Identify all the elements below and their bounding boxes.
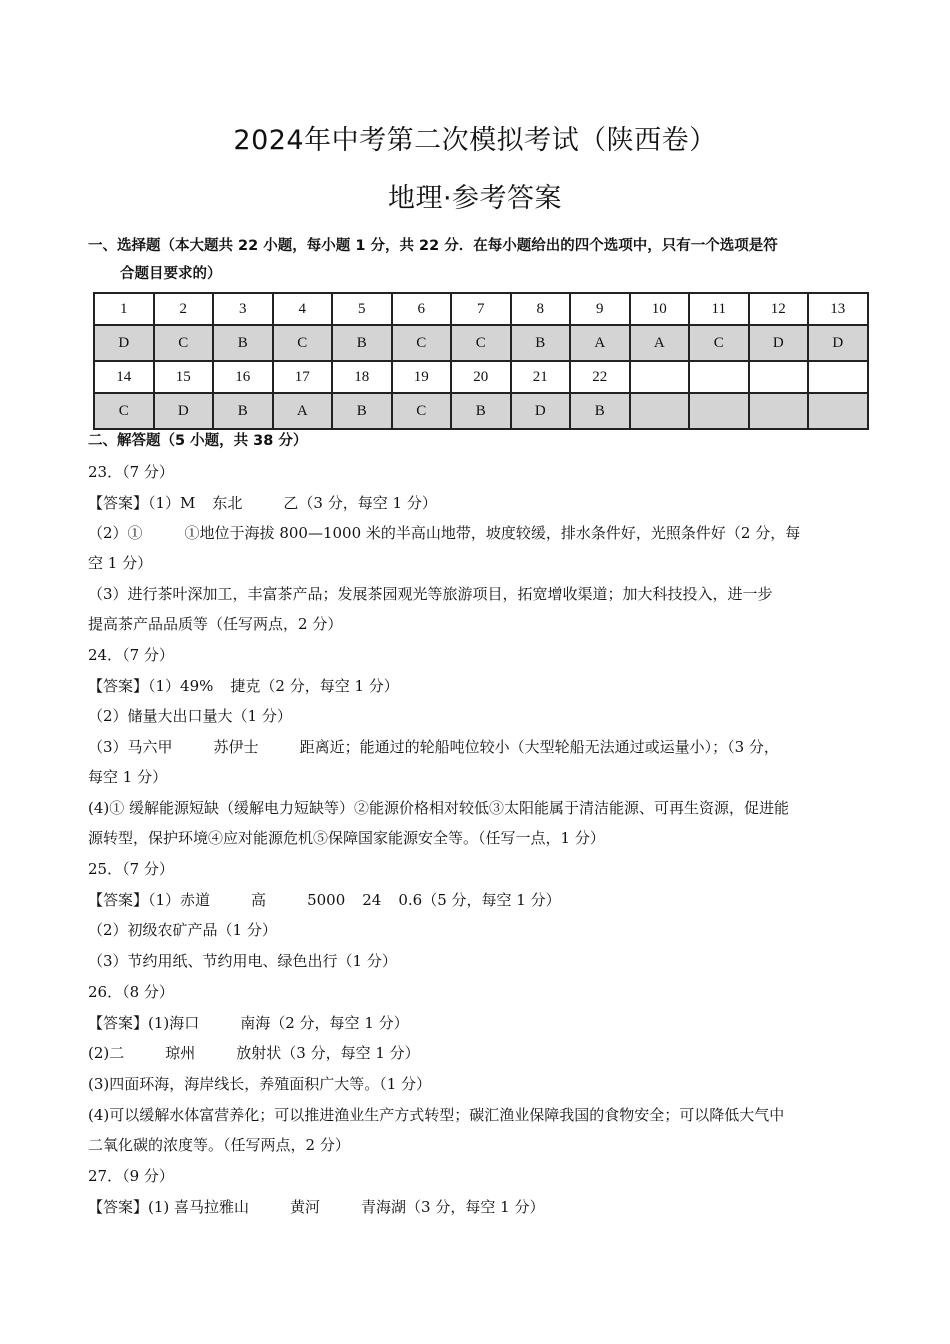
answer-cell: B bbox=[570, 393, 630, 429]
question-number-row bbox=[94, 293, 868, 325]
q25-answer-2: （2）初级农矿产品（1 分） bbox=[88, 921, 277, 939]
answer-cell: C bbox=[451, 325, 511, 361]
answer-cell bbox=[689, 393, 749, 429]
answer-cell: D bbox=[808, 325, 868, 361]
q26-answer-3: (3)四面环海，海岸线长，养殖面积广大等。（1 分） bbox=[88, 1075, 432, 1093]
question-number-cell: 19 bbox=[392, 361, 452, 393]
question-number-cell: 4 bbox=[273, 293, 333, 325]
answer-table bbox=[93, 292, 869, 430]
q26-heading: 26．（8 分） bbox=[88, 983, 174, 1001]
q25-a1-v1: 高 bbox=[251, 891, 267, 909]
answer-cell: C bbox=[94, 393, 154, 429]
answer-cell bbox=[808, 393, 868, 429]
q23-answer-3-cont: 提高茶产品品质等（任写两点，2 分） bbox=[88, 615, 343, 633]
section1-heading-line2: 合题目要求的） bbox=[120, 266, 222, 282]
q26-answer-4-cont: 二氧化碳的浓度等。（任写两点，2 分） bbox=[88, 1136, 350, 1154]
q24-a1-label: 【答案】（1）49% bbox=[88, 677, 214, 695]
answer-cell: C bbox=[273, 325, 333, 361]
question-number-cell: 21 bbox=[511, 361, 571, 393]
q24-a3-part-b: 苏伊士 bbox=[213, 738, 259, 756]
q24-answer-3 bbox=[88, 737, 779, 757]
answer-cell: B bbox=[332, 325, 392, 361]
q25-answer-3: （3）节约用纸、节约用电、绿色出行（1 分） bbox=[88, 952, 397, 970]
q25-a1-v2: 5000 bbox=[307, 891, 346, 909]
q24-answer-2: （2）储量大出口量大（1 分） bbox=[88, 707, 292, 725]
answer-cell: C bbox=[392, 393, 452, 429]
question-number-cell: 14 bbox=[94, 361, 154, 393]
question-number-cell: 12 bbox=[749, 293, 809, 325]
q23-heading: 23．（7 分） bbox=[88, 463, 174, 481]
q26-a1-v1: 南海（2 分，每空 1 分） bbox=[240, 1014, 409, 1032]
page-title: 2024年中考第二次模拟考试（陕西卷） bbox=[233, 125, 717, 156]
answer-cell: B bbox=[451, 393, 511, 429]
q26-answer-2 bbox=[88, 1043, 420, 1063]
q25-a1-v3: 24 bbox=[362, 891, 382, 909]
q26-answer-4: (4)可以缓解水体富营养化；可以推进渔业生产方式转型；碳汇渔业保障我国的食物安全；可以降低大气中 bbox=[88, 1106, 785, 1124]
answer-cell: C bbox=[689, 325, 749, 361]
question-number-row bbox=[94, 361, 868, 393]
q23-a1-label: 【答案】（1）M bbox=[88, 494, 196, 512]
question-number-cell: 2 bbox=[154, 293, 214, 325]
answer-row bbox=[94, 325, 868, 361]
question-number-cell: 1 bbox=[94, 293, 154, 325]
q24-a3-part-a: （3）马六甲 bbox=[88, 738, 173, 756]
question-number-cell bbox=[749, 361, 809, 393]
answer-cell bbox=[630, 393, 690, 429]
answer-cell: A bbox=[570, 325, 630, 361]
question-number-cell: 15 bbox=[154, 361, 214, 393]
q25-a1-v4: 0.6（5 分，每空 1 分） bbox=[398, 891, 561, 909]
q24-answer-4: (4)① 缓解能源短缺（缓解电力短缺等）②能源价格相对较低③太阳能属于清洁能源、可再生资源，促进能 bbox=[88, 799, 790, 817]
answer-cell: D bbox=[94, 325, 154, 361]
answer-cell: D bbox=[749, 325, 809, 361]
q24-answer-4-cont: 源转型，保护环境④应对能源危机⑤保障国家能源安全等。（任写一点，1 分） bbox=[88, 829, 605, 847]
question-number-cell: 20 bbox=[451, 361, 511, 393]
question-number-cell: 11 bbox=[689, 293, 749, 325]
q23-answer-1 bbox=[88, 493, 437, 513]
question-number-cell: 7 bbox=[451, 293, 511, 325]
page-subtitle: 地理·参考答案 bbox=[387, 183, 563, 214]
question-number-cell: 5 bbox=[332, 293, 392, 325]
q23-answer-3: （3）进行茶叶深加工，丰富茶产品；发展茶园观光等旅游项目，拓宽增收渠道；加大科技投入，进一步 bbox=[88, 585, 773, 603]
q23-a1-v2: 乙（3 分，每空 1 分） bbox=[283, 494, 437, 512]
answer-cell: A bbox=[630, 325, 690, 361]
question-number-cell: 17 bbox=[273, 361, 333, 393]
answer-cell: B bbox=[511, 325, 571, 361]
q27-a1-label: 【答案】(1) 喜马拉雅山 bbox=[88, 1198, 250, 1216]
question-number-cell: 8 bbox=[511, 293, 571, 325]
q23-answer-2-cont: 空 1 分） bbox=[88, 554, 153, 572]
q27-a1-v1: 黄河 bbox=[290, 1198, 321, 1216]
q26-a2-part-a: (2)二 bbox=[88, 1044, 125, 1062]
answer-cell: C bbox=[392, 325, 452, 361]
q26-answer-1 bbox=[88, 1013, 409, 1033]
q27-answer-1 bbox=[88, 1197, 544, 1217]
question-number-cell: 3 bbox=[213, 293, 273, 325]
q25-answer-1 bbox=[88, 890, 561, 910]
answer-cell: B bbox=[213, 325, 273, 361]
section1-heading-line1: 一、选择题（本大题共 22 小题，每小题 1 分，共 22 分．在每小题给出的四个选项中，只有一个选项是符 bbox=[88, 238, 778, 254]
answer-row bbox=[94, 393, 868, 429]
answer-cell: B bbox=[332, 393, 392, 429]
q24-answer-1 bbox=[88, 676, 399, 696]
question-number-cell: 6 bbox=[392, 293, 452, 325]
answer-cell: B bbox=[213, 393, 273, 429]
q26-a1-label: 【答案】(1)海口 bbox=[88, 1014, 200, 1032]
q26-a2-part-c: 放射状（3 分，每空 1 分） bbox=[236, 1044, 420, 1062]
q26-a2-part-b: 琼州 bbox=[165, 1044, 196, 1062]
q23-answer-2 bbox=[88, 523, 800, 543]
q23-a1-v1: 东北 bbox=[212, 494, 243, 512]
question-number-cell: 18 bbox=[332, 361, 392, 393]
q24-a1-v1: 捷克（2 分，每空 1 分） bbox=[230, 677, 399, 695]
answer-cell: C bbox=[154, 325, 214, 361]
q24-a3-part-c: 距离近；能通过的轮船吨位较小（大型轮船无法通过或运量小）；（3 分， bbox=[299, 738, 779, 756]
q25-heading: 25．（7 分） bbox=[88, 860, 174, 878]
question-number-cell bbox=[808, 361, 868, 393]
question-number-cell: 13 bbox=[808, 293, 868, 325]
question-number-cell: 16 bbox=[213, 361, 273, 393]
question-number-cell bbox=[689, 361, 749, 393]
question-number-cell: 10 bbox=[630, 293, 690, 325]
answer-cell: D bbox=[154, 393, 214, 429]
question-number-cell: 22 bbox=[570, 361, 630, 393]
q23-a2-part-b: ①地位于海拔 800—1000 米的半高山地带，坡度较缓，排水条件好，光照条件好（2 分，每 bbox=[184, 524, 801, 542]
answer-cell: A bbox=[273, 393, 333, 429]
question-number-cell: 9 bbox=[570, 293, 630, 325]
answer-cell bbox=[749, 393, 809, 429]
q25-a1-label: 【答案】（1）赤道 bbox=[88, 891, 211, 909]
question-number-cell bbox=[630, 361, 690, 393]
q24-heading: 24．（7 分） bbox=[88, 646, 174, 664]
q24-answer-3-cont: 每空 1 分） bbox=[88, 768, 168, 786]
q23-a2-part-a: （2）① bbox=[88, 524, 143, 542]
answer-cell: D bbox=[511, 393, 571, 429]
q27-heading: 27．（9 分） bbox=[88, 1167, 174, 1185]
section2-heading: 二、解答题（5 小题，共 38 分） bbox=[88, 433, 308, 449]
q27-a1-v2: 青海湖（3 分，每空 1 分） bbox=[361, 1198, 545, 1216]
